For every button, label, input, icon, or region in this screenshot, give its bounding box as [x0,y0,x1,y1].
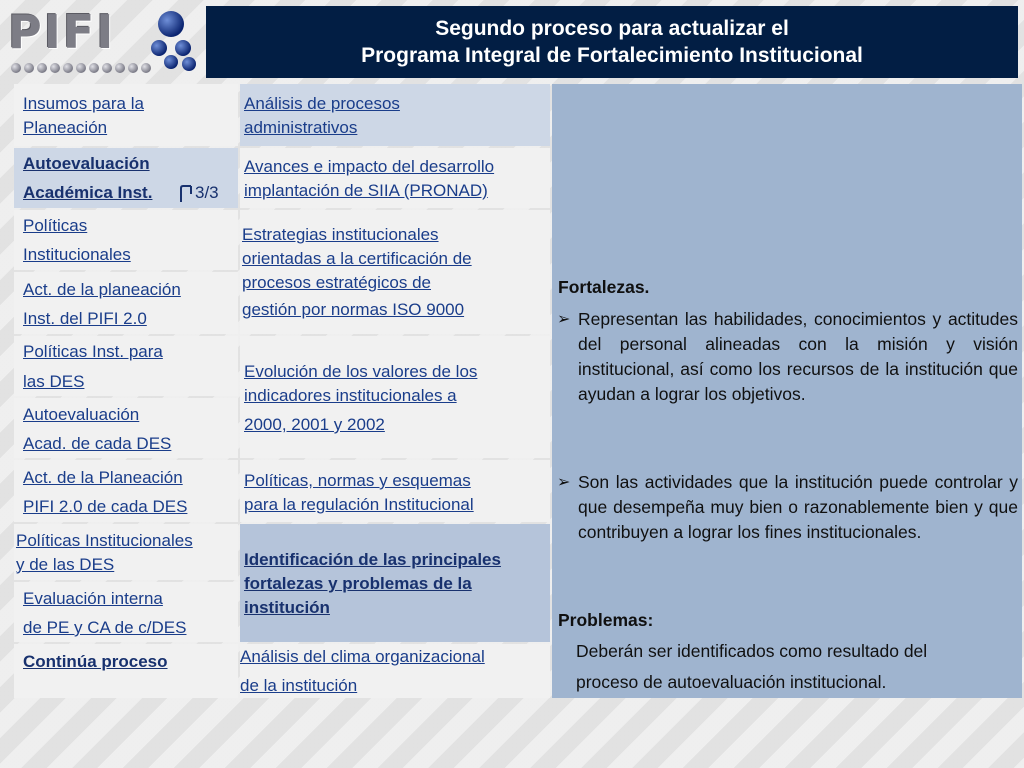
mid-4-line3[interactable]: 2000, 2001 y 2002 [244,415,385,434]
mid-4-line2[interactable]: indicadores institucionales a [244,386,457,405]
left-2-line1[interactable]: Autoevaluación [23,154,150,173]
left-5-line1[interactable]: Políticas Inst. para [23,342,163,361]
mid-1-line2[interactable]: administrativos [244,118,358,137]
fortalezas-bullet-1: Representan las habilidades, conocimientos y actitudes del personal alineadas con la misión y visión institucional, así como los recursos de la institución que ayudan a lograr los objetivos. [578,309,1018,404]
title-line1: Segundo proceso para actualizar el [435,17,789,40]
mid-2-line2[interactable]: implantación de SIIA (PRONAD) [244,181,488,200]
mid-3-line3[interactable]: procesos estratégicos de [242,273,431,292]
problemas-line1: Deberán ser identificados como resultado del [576,641,928,661]
mid-5-line1[interactable]: Políticas, normas y esquemas [244,471,471,490]
bullet-arrow-icon: ➢ [557,311,571,328]
problemas-line2: proceso de autoevaluación institucional. [576,672,887,692]
continua-proceso-link[interactable]: Continúa proceso [23,652,168,671]
left-9-line2[interactable]: de PE y CA de c/DES [23,618,187,637]
logo-dots-icon [6,4,202,80]
mid-6-line1[interactable]: Identificación de las principales [244,550,501,569]
mid-6-line3[interactable]: institución [244,598,330,617]
title-bar [206,6,1018,78]
title-line2: Programa Integral de Fortalecimiento Institucional [361,44,863,67]
left-4-line1[interactable]: Act. de la planeación [23,280,181,299]
left-8-line1[interactable]: Políticas Institucionales [16,531,193,550]
mid-7-line1[interactable]: Análisis del clima organizacional [240,647,485,666]
left-2-suffix: 3/3 [195,183,219,202]
left-9-line1[interactable]: Evaluación interna [23,589,163,608]
left-6-line2[interactable]: Acad. de cada DES [23,434,172,453]
mid-3-line2[interactable]: orientadas a la certificación de [242,249,472,268]
fortalezas-bullet-2: Son las actividades que la institución puede controlar y que desempeña muy bien o razonablemente bien y que contribuyen a lograr los fines institucionales. [578,472,1018,542]
bullet-arrow-icon: ➢ [557,474,571,491]
left-1-line2[interactable]: Planeación [23,118,108,137]
mid-4-line1[interactable]: Evolución de los valores de los [244,362,478,381]
left-3-line1[interactable]: Políticas [23,216,88,235]
left-1-line1[interactable]: Insumos para la [23,94,144,113]
mid-6-line2[interactable]: fortalezas y problemas de la [244,574,472,593]
mid-1-line1[interactable]: Análisis de procesos [244,94,400,113]
return-arrow-icon [180,184,194,204]
pifi-logo [6,4,202,80]
mid-3-line4[interactable]: gestión por normas ISO 9000 [242,300,465,319]
logo-wordmark: PIFI [8,5,116,59]
mid-5-line2[interactable]: para la regulación Institucional [244,495,474,514]
left-5-line2[interactable]: las DES [23,372,85,391]
left-8-line2[interactable]: y de las DES [16,555,115,574]
left-2-line2[interactable]: Académica Inst. [23,183,153,202]
left-7-line1[interactable]: Act. de la Planeación [23,468,183,487]
mid-2-line1[interactable]: Avances e impacto del desarrollo [244,157,495,176]
left-6-line1[interactable]: Autoevaluación [23,405,140,424]
fortalezas-heading: Fortalezas. [558,277,650,297]
left-3-line2[interactable]: Institucionales [23,245,131,264]
left-4-line2[interactable]: Inst. del PIFI 2.0 [23,309,147,328]
left-7-line2[interactable]: PIFI 2.0 de cada DES [23,497,188,516]
mid-3-line1[interactable]: Estrategias institucionales [242,225,439,244]
mid-7-line2[interactable]: de la institución [240,676,358,695]
problemas-heading: Problemas: [558,610,654,630]
